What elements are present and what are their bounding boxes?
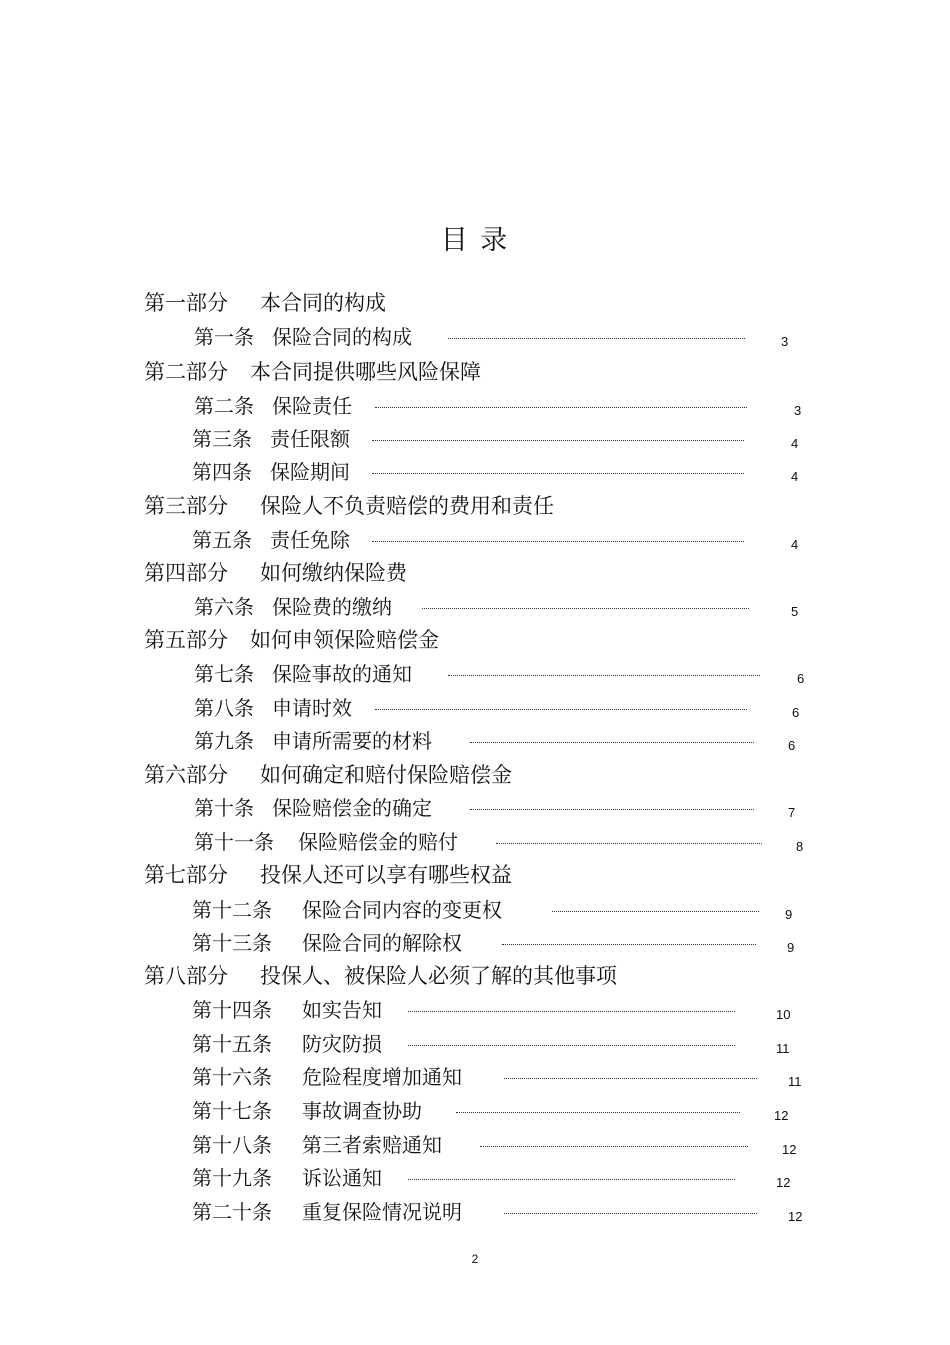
page-ref: 6 [788, 738, 796, 753]
part-title: 保险人不负责赔偿的费用和责任 [260, 494, 554, 518]
page-ref: 4 [791, 469, 799, 484]
article-title: 申请时效 [272, 696, 352, 720]
article-label [192, 457, 350, 487]
article-title: 申请所需要的材料 [272, 729, 432, 753]
dot-leader [408, 1045, 735, 1046]
dot-leader [422, 608, 749, 609]
article-number: 第十三条 [192, 931, 272, 955]
article-number: 第十条 [194, 796, 254, 820]
page-ref: 3 [794, 403, 802, 418]
page-number: 2 [471, 1252, 479, 1266]
part-number: 第六部分 [144, 763, 228, 787]
toc-part-heading [144, 558, 407, 588]
article-title: 第三者索赔通知 [302, 1133, 442, 1157]
article-number: 第五条 [192, 528, 252, 552]
article-label [194, 726, 432, 756]
toc-article-entry[interactable] [0, 1096, 950, 1126]
article-title: 保险合同的解除权 [302, 931, 462, 955]
article-label [194, 659, 412, 689]
toc-article-entry[interactable] [0, 457, 950, 487]
page-ref: 6 [797, 671, 805, 686]
part-title: 本合同的构成 [260, 291, 386, 315]
article-title: 保险赔偿金的赔付 [298, 830, 458, 854]
article-title: 如实告知 [302, 998, 382, 1022]
article-title: 保险合同的构成 [272, 325, 412, 349]
part-number: 第二部分 [144, 360, 228, 384]
part-number: 第四部分 [144, 561, 228, 585]
article-label [194, 592, 392, 622]
article-label [194, 693, 352, 723]
article-number: 第十九条 [192, 1166, 272, 1190]
page-ref: 12 [788, 1209, 803, 1224]
part-number: 第八部分 [144, 964, 228, 988]
part-title: 本合同提供哪些风险保障 [250, 360, 481, 384]
article-label [192, 1062, 462, 1092]
page-ref: 11 [788, 1074, 802, 1089]
dot-leader [552, 911, 759, 912]
article-label [192, 895, 502, 925]
toc-article-entry[interactable] [0, 1062, 950, 1092]
toc-article-entry[interactable] [0, 793, 950, 823]
article-label [192, 1197, 462, 1227]
page-ref: 12 [782, 1142, 797, 1157]
page-ref: 11 [776, 1041, 790, 1056]
article-label [194, 391, 352, 421]
article-label [194, 827, 458, 857]
toc-part-heading [144, 357, 481, 387]
dot-leader [372, 473, 744, 474]
article-number: 第三条 [192, 427, 252, 451]
page-ref: 9 [785, 907, 793, 922]
dot-leader [372, 440, 744, 441]
article-label [192, 525, 350, 555]
toc-part-heading [144, 625, 439, 655]
dot-leader [408, 1179, 735, 1180]
article-number: 第十五条 [192, 1032, 272, 1056]
toc-article-entry[interactable] [0, 525, 950, 555]
part-title: 投保人、被保险人必须了解的其他事项 [260, 964, 617, 988]
toc-article-entry[interactable] [0, 995, 950, 1025]
article-number: 第十四条 [192, 998, 272, 1022]
page-ref: 12 [774, 1108, 789, 1123]
page-ref: 4 [791, 537, 799, 552]
article-title: 保险期间 [270, 460, 350, 484]
article-title: 防灾防损 [302, 1032, 382, 1056]
toc-part-heading [144, 760, 512, 790]
toc-article-entry[interactable] [0, 726, 950, 756]
page-ref: 4 [791, 436, 799, 451]
part-title: 如何确定和赔付保险赔偿金 [260, 763, 512, 787]
toc-article-entry[interactable] [0, 1130, 950, 1160]
article-title: 保险赔偿金的确定 [272, 796, 432, 820]
part-number: 第七部分 [144, 863, 228, 887]
dot-leader [448, 338, 745, 339]
article-number: 第十二条 [192, 898, 272, 922]
article-label [192, 424, 350, 454]
toc-article-entry[interactable] [0, 659, 950, 689]
page-ref: 8 [796, 839, 804, 854]
article-title: 责任限额 [270, 427, 350, 451]
toc-part-heading [144, 491, 554, 521]
part-number: 第三部分 [144, 494, 228, 518]
article-number: 第四条 [192, 460, 252, 484]
article-title: 责任免除 [270, 528, 350, 552]
article-title: 保险责任 [272, 394, 352, 418]
article-number: 第二条 [194, 394, 254, 418]
part-number: 第五部分 [144, 628, 228, 652]
toc-part-heading [144, 860, 512, 890]
article-number: 第一条 [194, 325, 254, 349]
toc-part-heading [144, 961, 617, 991]
dot-leader [496, 843, 762, 844]
article-label [192, 995, 382, 1025]
toc-article-entry[interactable] [0, 827, 950, 857]
dot-leader [408, 1011, 735, 1012]
article-title: 重复保险情况说明 [302, 1200, 462, 1224]
page-ref: 9 [787, 940, 795, 955]
page-ref: 5 [791, 604, 799, 619]
page-ref: 10 [776, 1007, 791, 1022]
article-label [192, 928, 462, 958]
article-title: 保险事故的通知 [272, 662, 412, 686]
dot-leader [502, 944, 756, 945]
dot-leader [470, 742, 754, 743]
article-label [192, 1096, 422, 1126]
toc-article-entry[interactable] [0, 895, 950, 925]
article-title: 保险合同内容的变更权 [302, 898, 502, 922]
article-label [192, 1163, 382, 1193]
page-ref: 6 [792, 705, 800, 720]
article-title: 保险费的缴纳 [272, 595, 392, 619]
article-number: 第十一条 [194, 830, 274, 854]
page-ref: 12 [776, 1175, 791, 1190]
toc-article-entry[interactable] [0, 928, 950, 958]
article-number: 第八条 [194, 696, 254, 720]
toc-article-entry[interactable] [0, 424, 950, 454]
article-number: 第十六条 [192, 1065, 272, 1089]
part-title: 如何申领保险赔偿金 [250, 628, 439, 652]
article-number: 第九条 [194, 729, 254, 753]
page-ref: 7 [788, 805, 796, 820]
dot-leader [504, 1078, 757, 1079]
article-label [194, 322, 412, 352]
article-number: 第十八条 [192, 1133, 272, 1157]
dot-leader [375, 407, 747, 408]
dot-leader [504, 1213, 757, 1214]
dot-leader [372, 541, 744, 542]
toc-article-entry[interactable] [0, 391, 950, 421]
dot-leader [448, 675, 760, 676]
toc-article-entry[interactable] [0, 592, 950, 622]
toc-part-heading [144, 288, 386, 318]
toc-article-entry[interactable] [0, 1163, 950, 1193]
article-title: 危险程度增加通知 [302, 1065, 462, 1089]
article-label [192, 1029, 382, 1059]
toc-article-entry[interactable] [0, 1197, 950, 1227]
part-title: 投保人还可以享有哪些权益 [260, 863, 512, 887]
dot-leader [480, 1146, 748, 1147]
page-title: 目 录 [440, 225, 510, 256]
toc-article-entry[interactable] [0, 1029, 950, 1059]
article-label [194, 793, 432, 823]
article-number: 第二十条 [192, 1200, 272, 1224]
article-number: 第七条 [194, 662, 254, 686]
article-number: 第六条 [194, 595, 254, 619]
dot-leader [456, 1112, 740, 1113]
dot-leader [375, 709, 747, 710]
article-title: 事故调查协助 [302, 1099, 422, 1123]
part-number: 第一部分 [144, 291, 228, 315]
article-label [192, 1130, 442, 1160]
article-number: 第十七条 [192, 1099, 272, 1123]
toc-article-entry[interactable] [0, 322, 950, 352]
article-title: 诉讼通知 [302, 1166, 382, 1190]
toc-article-entry[interactable] [0, 693, 950, 723]
dot-leader [470, 809, 754, 810]
page-ref: 3 [781, 334, 789, 349]
part-title: 如何缴纳保险费 [260, 561, 407, 585]
